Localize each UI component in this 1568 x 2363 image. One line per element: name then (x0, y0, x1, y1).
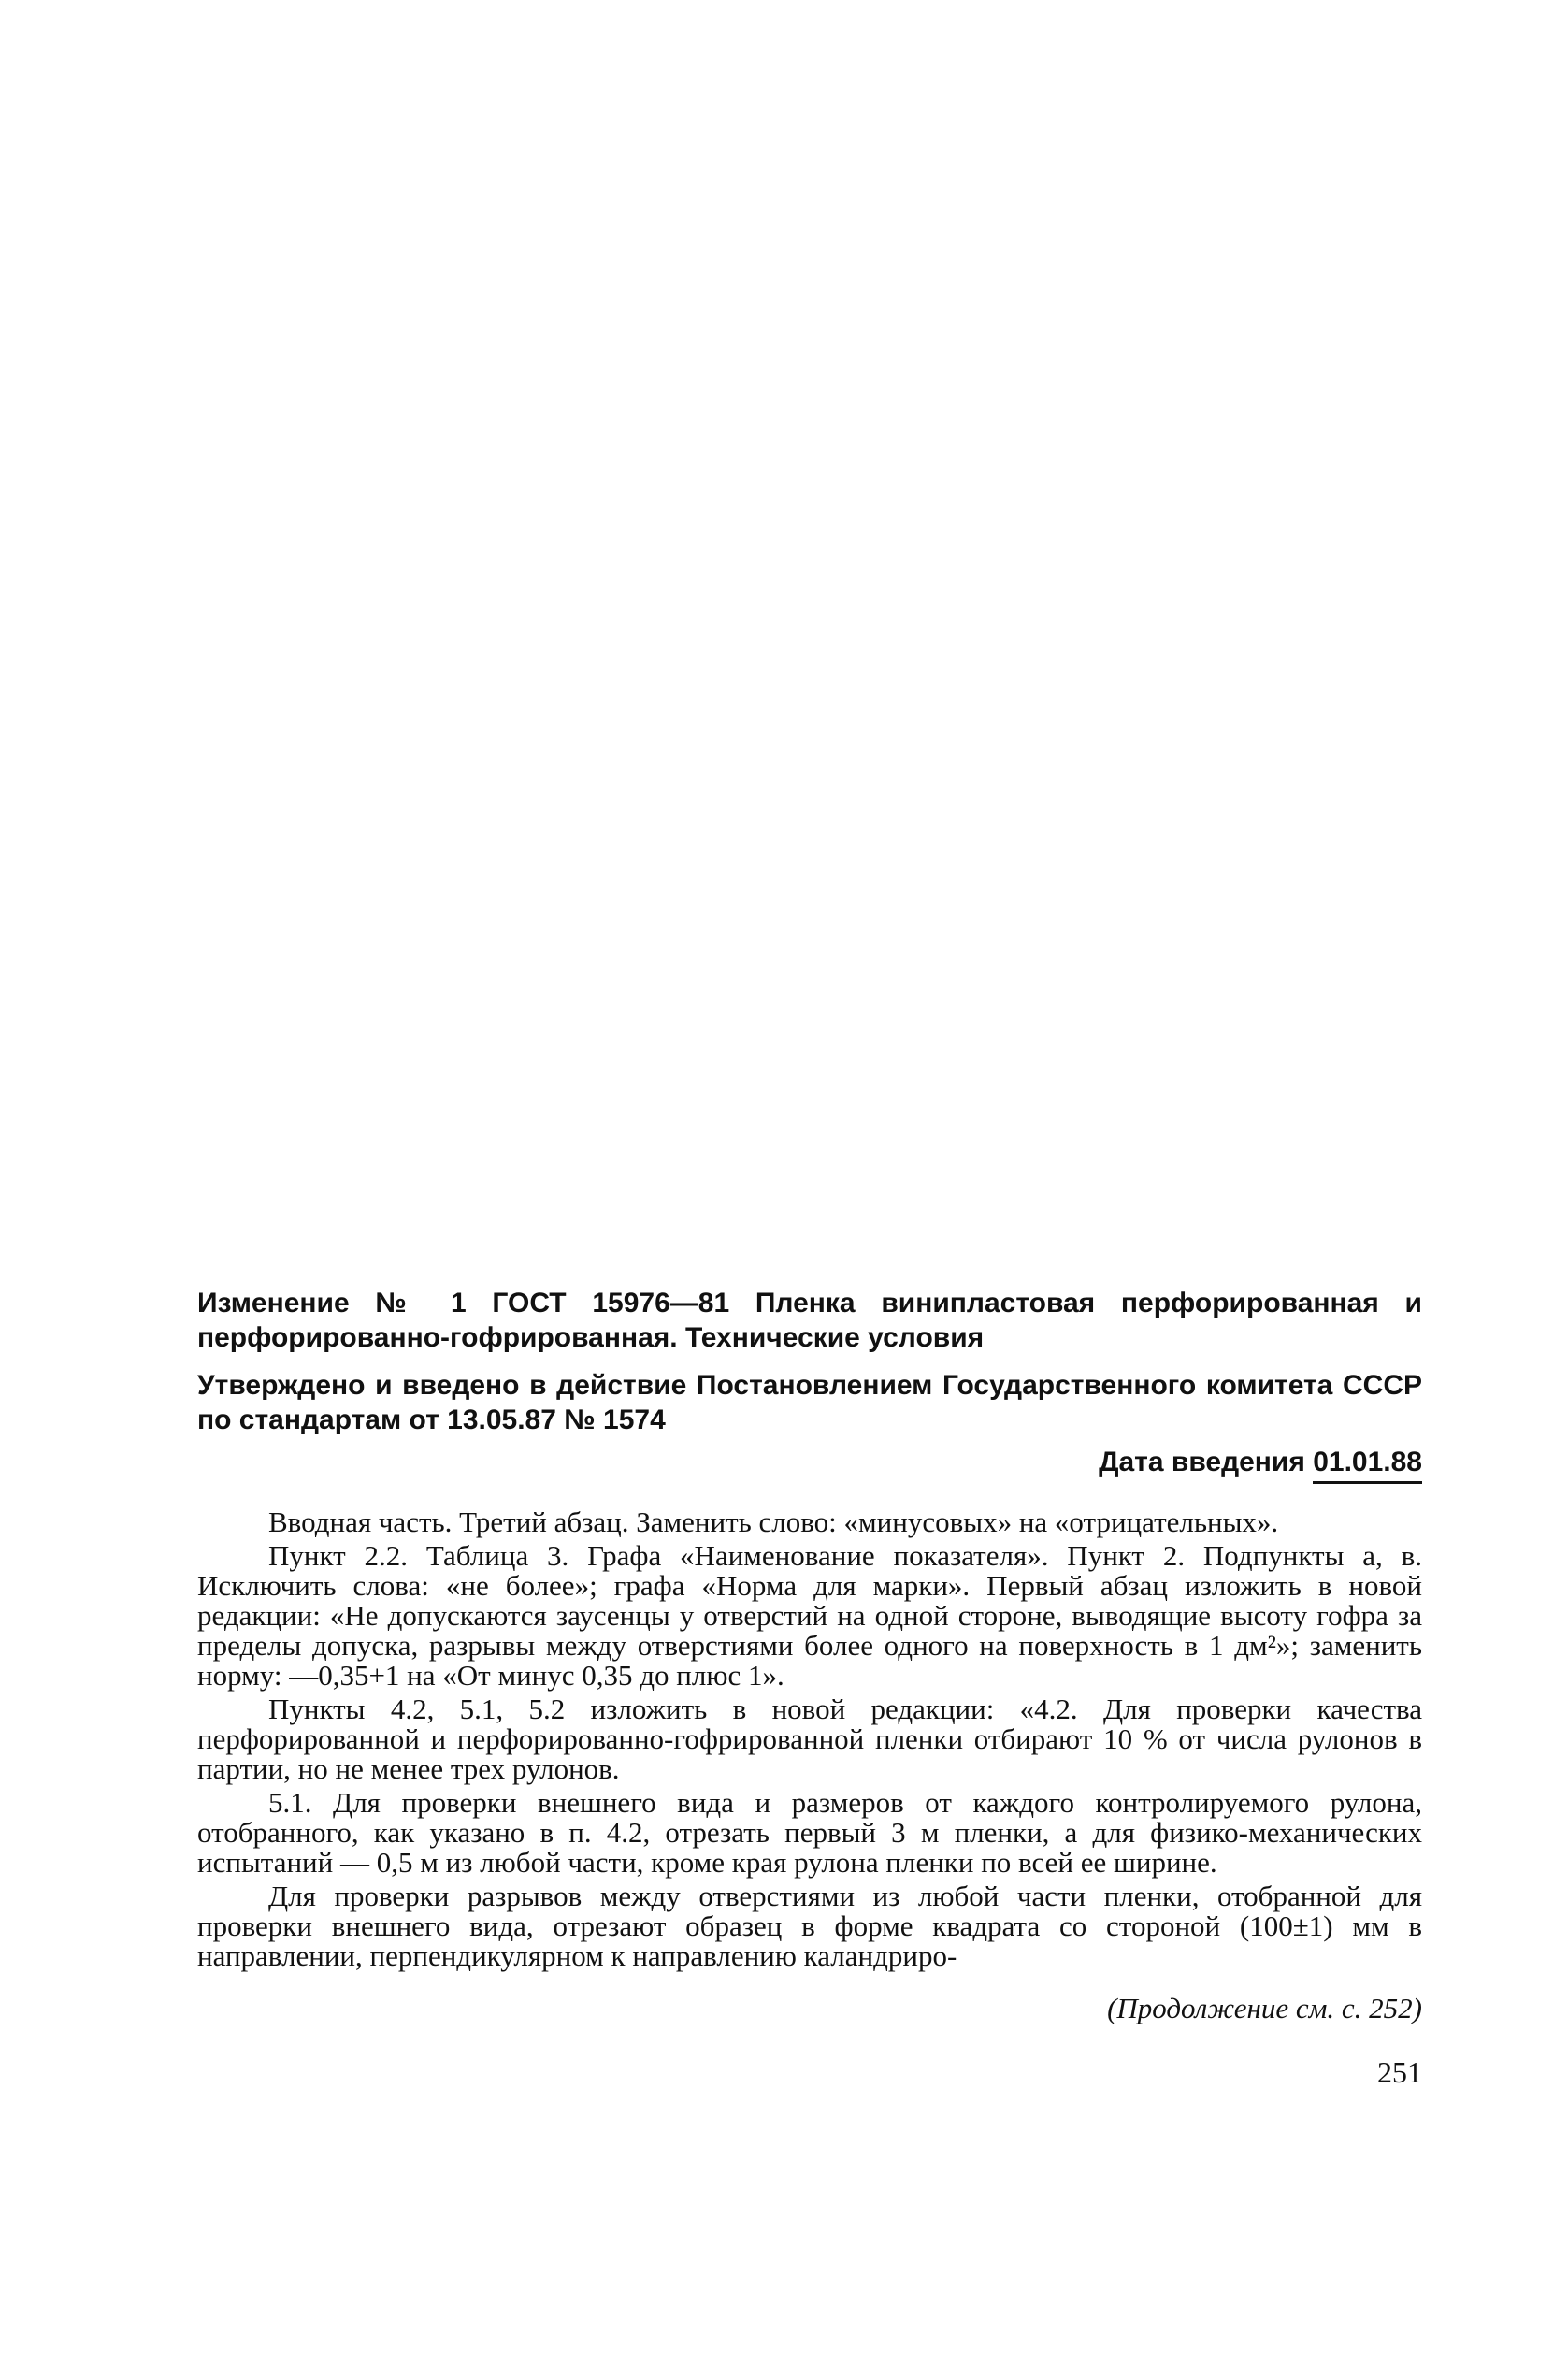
approval-statement: Утверждено и введено в действие Постановлением Государственного комитета СССР по стандартам от 13.05.87 № 1574 (197, 1370, 1422, 1435)
page-number: 251 (1377, 2055, 1422, 2089)
paragraph-items-4-2: Пункты 4.2, 5.1, 5.2 изложить в новой редакции: «4.2. Для проверки качества перфорированной и перфорированно-гофрированной пленки отбирают 10 % от числа рулонов в партии, но не менее трех рулонов. (197, 1693, 1422, 1785)
body-text (197, 1507, 1422, 1971)
effective-date-label: Дата введения (1099, 1447, 1305, 1477)
paragraph-item-2-2: Пункт 2.2. Таблица 3. Графа «Наименование показателя». Пункт 2. Подпункты а, в. Исключить слова: «не более»; графа «Норма для марки». Первый абзац изложить в новой редакции: «Не допускаются заусенцы у отверстий на одной стороне, выводящие высоту гофра за пределы допуска, разрывы между отверстиями более одного на поверхность в 1 дм²»; заменить норму: —0,35+1 на «От минус 0,35 до плюс 1». (197, 1539, 1422, 1692)
paragraph-item-5-1: 5.1. Для проверки внешнего вида и размеров от каждого контролируемого рулона, отобранного, как указано в п. 4.2, отрезать первый 3 м пленки, а для физико-механических испытаний — 0,5 м из любой части, кроме края рулона пленки по всей ее ширине. (197, 1786, 1422, 1879)
effective-date-value: 01.01.88 (1313, 1447, 1422, 1484)
effective-date-line (197, 1445, 1422, 1479)
paragraph-breaks-check: Для проверки разрывов между отверстиями из любой части пленки, отобранной для проверки внешнего вида, отрезают образец в форме квадрата со стороной (100±1) мм в направлении, перпендикулярном к направлению каландриро- (197, 1880, 1422, 1972)
document-title: Изменение № 1 ГОСТ 15976—81 Пленка винипластовая перфорированная и перфорированно-гофрированная. Технические условия (197, 1288, 1422, 1353)
continuation-note: (Продолжение см. с. 252) (1107, 1992, 1422, 2024)
paragraph-intro: Вводная часть. Третий абзац. Заменить слово: «минусовых» на «отрицательных». (268, 1506, 1279, 1538)
document-content (197, 1286, 1422, 2089)
